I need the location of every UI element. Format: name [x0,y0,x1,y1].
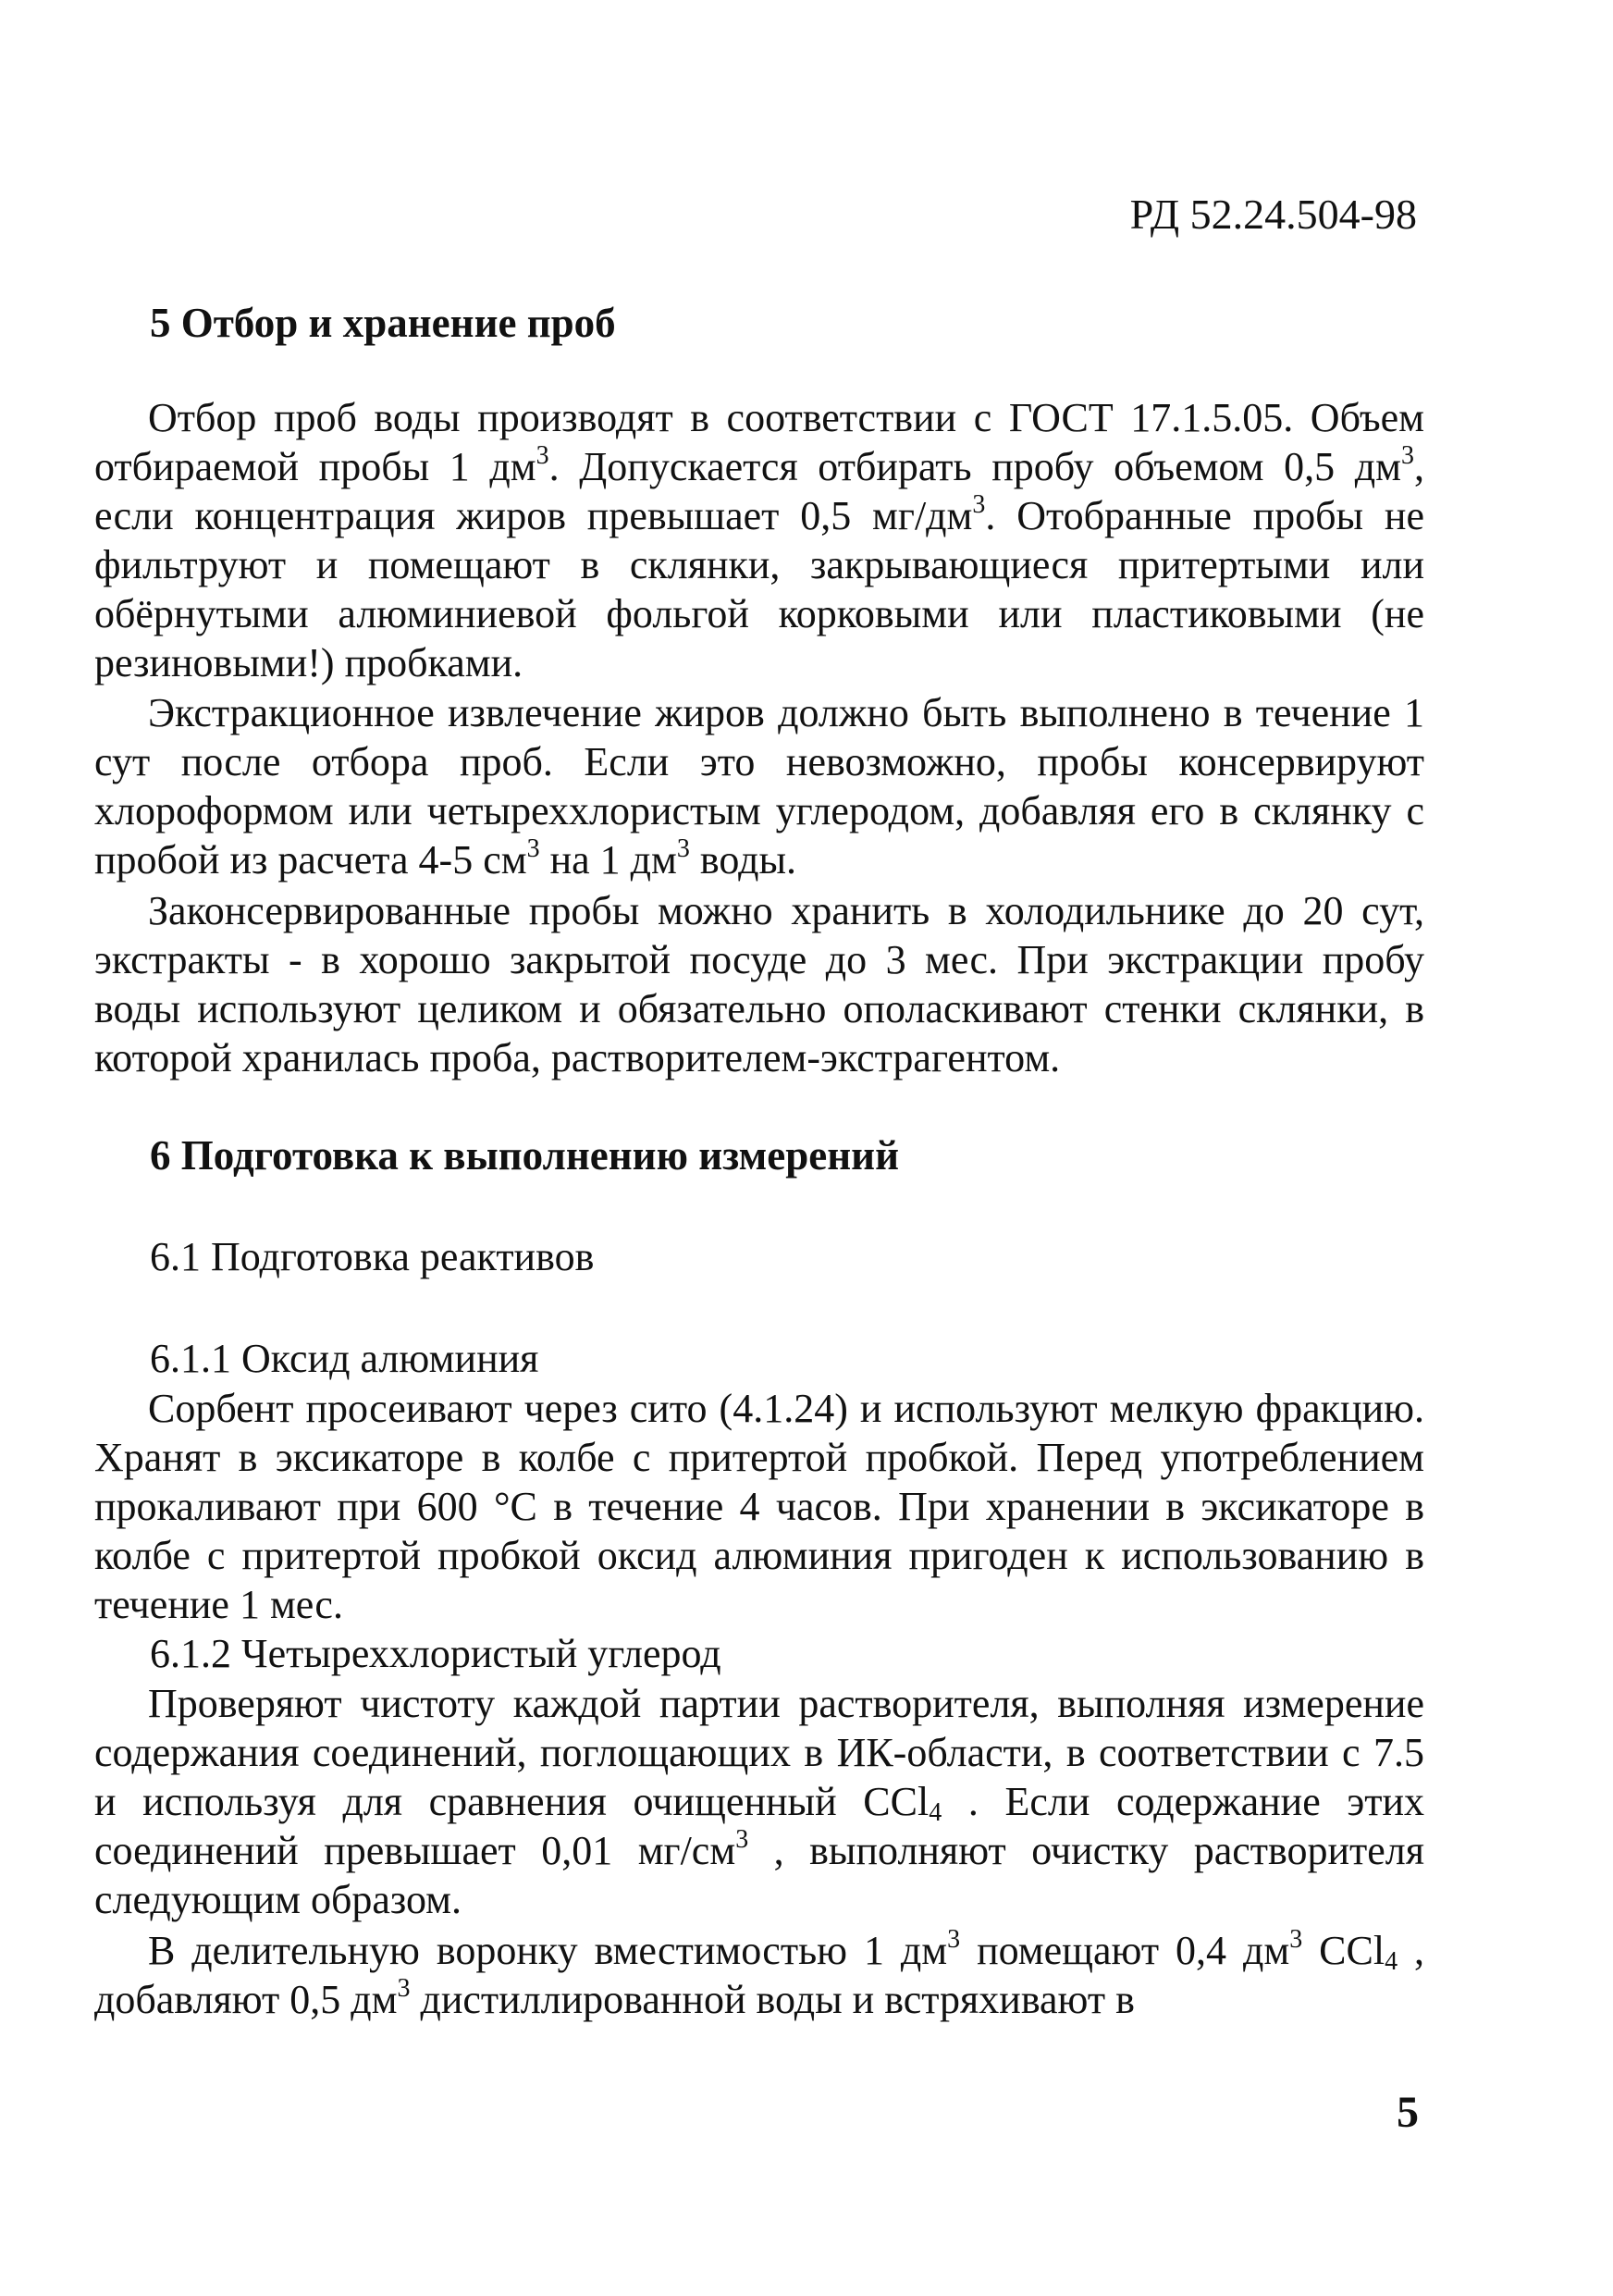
subsection-6-1-2-heading: 6.1.2 Четыреххлористый углерод [150,1631,721,1676]
section-5-paragraph-1: Отбор проб воды производят в соответствии с ГОСТ 17.1.5.05. Объем отбираемой пробы 1 $дм^3$. Допускается отбирать пробу объемом 0,5 $дм^3$, если концентрация жиров превышает 0,5 $мг/дм^3$. Отобранные пробы не фильтруют и помещают в склянки, закрывающиеся притертыми или обёрнутыми алюминиевой фольгой корковыми или пластиковыми (не резиновыми!) пробками. [94,395,1424,685]
document-code: РД 52.24.504-98 [1129,191,1417,238]
section-5-paragraph-2: Экстракционное извлечение жиров должно быть выполнено в течение 1 сут после отбора проб. Если это невозможно, пробы консервируют хлороформом или четыреххлористым углеродом, добавляя его в склянку с пробой из расчета 4-5 $см^3$ на 1 $дм^3$ воды. [94,690,1424,883]
page-number: 5 [1397,2088,1419,2137]
section-5-paragraph-3: Законсервированные пробы можно хранить в холодильнике до 20 сут, экстракты - в хорошо закрытой посуде до 3 мес. При экстракции пробу воды используют целиком и обязательно ополаскивают стенки склянки, в которой хранилась проба, растворителем-экстрагентом. [94,888,1424,1080]
section-6-heading: 6 Подготовка к выполнению измерений [150,1132,899,1179]
subsection-6-1-1-paragraph: Сорбент просеивают через сито (4.1.24) и используют мелкую фракцию. Хранят в эксикаторе в колбе с притертой пробкой. Перед употреблением прокаливают при 600 °С в течение 4 часов. При хранении в эксикаторе в колбе с притертой пробкой оксид алюминия пригоден к использованию в течение 1 мес. [94,1386,1424,1627]
subsection-6-1-1-heading: 6.1.1 Оксид алюминия [150,1336,539,1381]
subsection-6-1-heading: 6.1 Подготовка реактивов [150,1234,595,1279]
section-5-heading: 5 Отбор и хранение проб [150,300,616,346]
subsection-6-1-2-paragraph-2: В делительную воронку вместимостью 1 $дм^3$ помещают 0,4 $дм^3$ CCl$_4$ , добавляют 0,5 $дм^3$ дистиллированной воды и встряхивают в [94,1925,1425,2022]
subsection-6-1-2-paragraph: Проверяют чистоту каждой партии растворителя, выполняя измерение содержания соединений, поглощающих в ИК-области, в соответствии с 7.5 и используя для сравнения очищенный CCl$_4$ . Если содержание этих соединений превышает 0,01 $мг/см^3$ , выполняют очистку растворителя следующим образом. [94,1681,1424,1922]
